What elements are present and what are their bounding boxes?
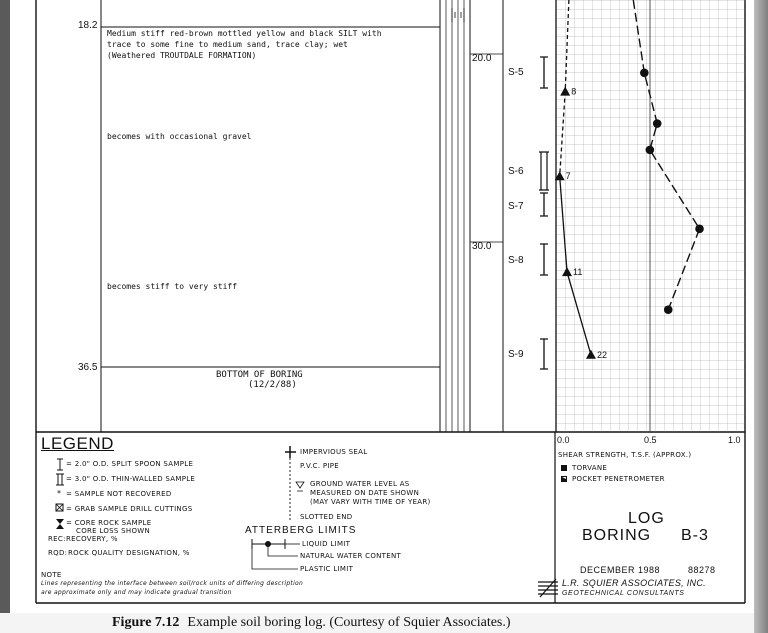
water-content-label: 8 xyxy=(571,86,577,97)
figure-caption xyxy=(0,613,754,633)
legend-slotted-end: SLOTTED END xyxy=(300,513,353,521)
legend-rec-abbr: REC: xyxy=(48,535,66,543)
legend-pocket-penetrometer: POCKET PENETROMETER xyxy=(572,475,665,483)
title-block-boring: BORING xyxy=(582,527,652,544)
sample-label-s8: S-8 xyxy=(508,255,524,266)
bottom-of-boring-date: (12/2/88) xyxy=(248,380,297,390)
description-line-3: (Weathered TROUTDALE FORMATION) xyxy=(107,51,257,60)
x-axis-label: SHEAR STRENGTH, T.S.F. (APPROX.) xyxy=(558,451,692,459)
note-occasional-gravel: becomes with occasional gravel xyxy=(107,132,252,141)
title-block-log: LOG xyxy=(628,510,665,527)
sample-label-s6: S-6 xyxy=(508,166,524,177)
title-block-boring-id: B-3 xyxy=(681,527,709,544)
legend-rqd-abbr: RQD: xyxy=(48,549,68,557)
bottom-of-boring-label: BOTTOM OF BORING xyxy=(216,370,303,380)
water-content-line-dashed xyxy=(560,92,566,177)
water-content-line xyxy=(560,176,591,355)
water-content-point xyxy=(562,267,572,276)
legend-impervious-seal: IMPERVIOUS SEAL xyxy=(300,448,368,456)
water-content-point xyxy=(555,171,565,180)
scale-label-20: 20.0 xyxy=(472,53,492,64)
legend-recovery: RECOVERY, % xyxy=(66,535,118,543)
not-recovered-symbol: * xyxy=(57,489,61,498)
description-line-1: Medium stiff red-brown mottled yellow and black SILT with xyxy=(107,29,382,38)
shear-strength-line xyxy=(633,0,699,310)
shear-strength-point xyxy=(646,146,655,155)
x-tick-1: 1.0 xyxy=(728,435,741,445)
shear-strength-point xyxy=(664,305,673,314)
legend-title: LEGEND xyxy=(41,434,114,453)
depth-label-36-5: 36.5 xyxy=(78,362,98,373)
note-stiff-to-very-stiff: becomes stiff to very stiff xyxy=(107,282,238,291)
sample-label-s7: S-7 xyxy=(508,201,524,212)
legend-core-loss: CORE LOSS SHOWN xyxy=(76,527,151,535)
legend-torvane: TORVANE xyxy=(572,464,608,472)
water-content-point xyxy=(586,350,596,359)
scale-label-30: 30.0 xyxy=(472,241,492,252)
title-block-project-no: 88278 xyxy=(688,565,716,575)
atterberg-title: ATTERBERG LIMITS xyxy=(245,525,357,536)
legend-grab-sample: = GRAB SAMPLE DRILL CUTTINGS xyxy=(66,505,193,513)
atterberg-plastic-limit: PLASTIC LIMIT xyxy=(300,565,354,573)
title-block-subtitle: GEOTECHNICAL CONSULTANTS xyxy=(562,590,685,597)
water-content-label: 7 xyxy=(565,171,571,182)
shear-strength-point xyxy=(695,225,704,234)
shear-strength-point xyxy=(653,119,662,128)
atterberg-liquid-limit: LIQUID LIMIT xyxy=(302,540,351,548)
description-line-2: trace to some fine to medium sand, trace clay; wet xyxy=(107,40,348,49)
note-line-2: are approximate only and may indicate gradual transition xyxy=(41,589,232,596)
legend-thin-walled: = 3.0" O.D. THIN-WALLED SAMPLE xyxy=(66,475,196,483)
title-block-date: DECEMBER 1988 xyxy=(580,565,661,575)
x-tick-0: 0.0 xyxy=(557,435,570,445)
shear-strength-point xyxy=(640,69,649,78)
figure-caption-text xyxy=(112,615,511,631)
legend-rqd: ROCK QUALITY DESIGNATION, % xyxy=(68,549,190,557)
atterberg-natural-water: NATURAL WATER CONTENT xyxy=(300,552,402,560)
legend-not-recovered: = SAMPLE NOT RECOVERED xyxy=(66,490,172,498)
legend-split-spoon: = 2.0" O.D. SPLIT SPOON SAMPLE xyxy=(66,460,194,468)
note-title: NOTE xyxy=(41,571,62,579)
figure-caption-label: Figure 7.12 xyxy=(112,615,180,630)
depth-label-18-2: 18.2 xyxy=(78,20,98,31)
legend-groundwater-2: MEASURED ON DATE SHOWN xyxy=(310,489,420,497)
water-content-point xyxy=(560,87,570,96)
water-content-line-upper xyxy=(565,0,569,92)
x-tick-05: 0.5 xyxy=(644,435,657,445)
figure-caption-body: Example soil boring log. (Courtesy of Squier Associates.) xyxy=(187,615,511,630)
sample-label-s9: S-9 xyxy=(508,349,524,360)
legend-groundwater-1: GROUND WATER LEVEL AS xyxy=(310,480,410,488)
title-block-company: L.R. SQUIER ASSOCIATES, INC. xyxy=(562,578,706,588)
water-content-label: 11 xyxy=(573,267,583,278)
legend-core-sample: = CORE ROCK SAMPLE xyxy=(66,519,152,527)
legend-groundwater-3: (MAY VARY WITH TIME OF YEAR) xyxy=(310,498,431,506)
water-content-label: 22 xyxy=(596,349,607,360)
sample-label-s5: S-5 xyxy=(508,67,524,78)
legend-pvc-pipe: P.V.C. PIPE xyxy=(300,462,340,470)
note-line-1: Lines representing the interface between soil/rock units of differing description xyxy=(41,580,304,587)
